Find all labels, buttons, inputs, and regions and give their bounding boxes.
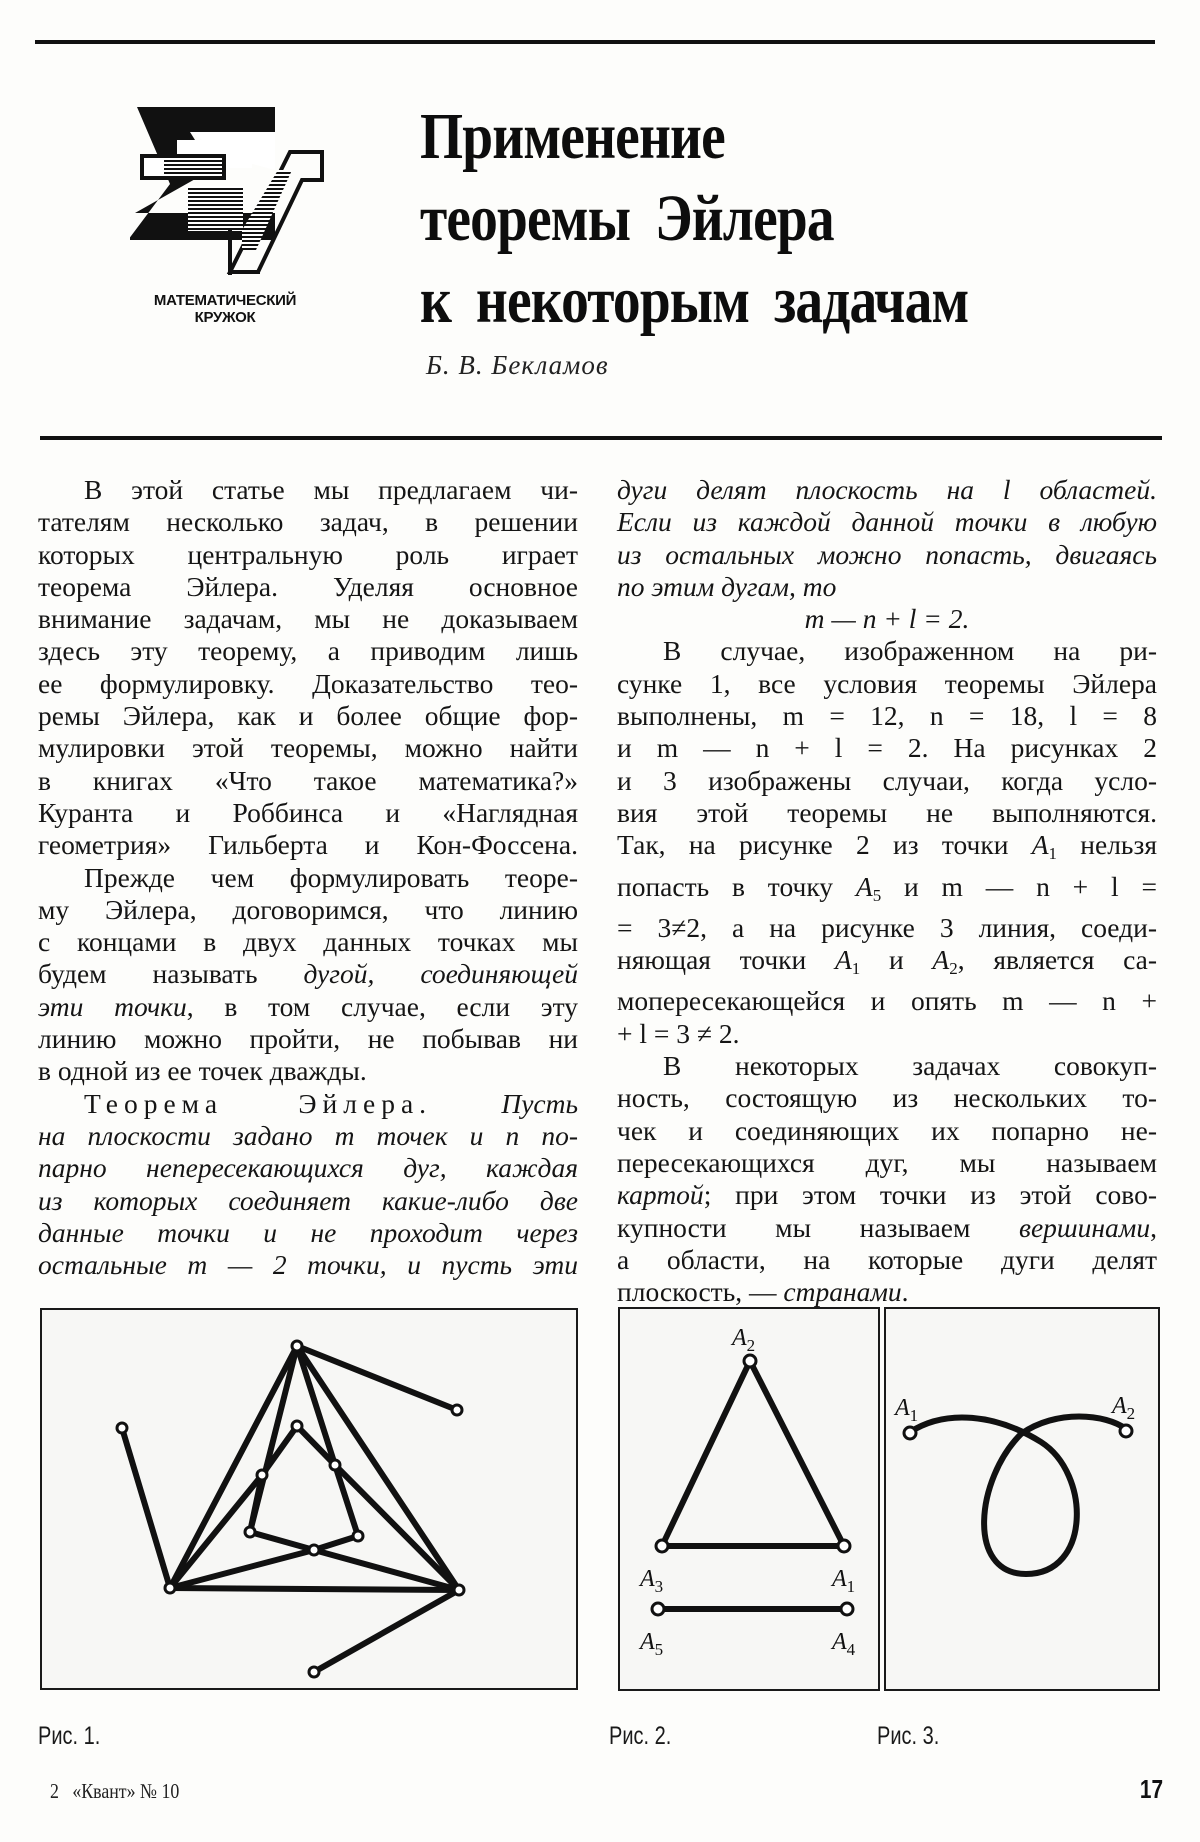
math-var: A — [834, 944, 852, 976]
top-rule — [35, 40, 1155, 44]
text-line — [617, 944, 1157, 985]
left-column — [38, 474, 578, 1281]
text-line: + l = 3 ≠ 2. — [617, 1017, 740, 1049]
label-a2: $A_2$ — [732, 1325, 756, 1355]
text-line: и m — n + l = 2. На рисунках 2 — [617, 732, 1157, 764]
title-line-1: Применение — [420, 100, 725, 173]
text-line — [38, 1088, 578, 1120]
text-run: купности мы называем — [617, 1211, 1020, 1243]
math-subscript: 1 — [851, 959, 861, 979]
text-line — [617, 1276, 1157, 1308]
sigma-root-logo-icon — [130, 100, 330, 280]
text-run: , является са- — [957, 944, 1157, 976]
text-line: линию можно пройти, не побывав ни — [38, 1023, 578, 1055]
math-var: A — [855, 870, 873, 902]
term-vertices: вершинами — [1019, 1211, 1151, 1243]
header-bottom-rule — [40, 436, 1162, 440]
term-points: эти точки — [38, 990, 187, 1022]
text-line: ее формулировку. Доказательство тео- — [38, 667, 578, 699]
planar-graph-diagram — [42, 1310, 576, 1688]
figure-1-planar-graph — [40, 1308, 578, 1690]
figure-2-caption: Рис. 2. — [609, 1722, 672, 1750]
text-line: мопересекающейся и опять m — n + — [617, 985, 1157, 1017]
text-line — [617, 871, 1157, 912]
label-a1: $A_1$ — [832, 1566, 856, 1596]
journal-issue: «Квант» № 10 — [72, 1779, 180, 1803]
math-subscript: 1 — [1048, 844, 1058, 864]
label-a3: $A_3$ — [640, 1566, 664, 1596]
text-line: парно непересекающихся дуг, каждая — [38, 1152, 578, 1184]
figure-1-caption: Рис. 1. — [38, 1722, 101, 1750]
text-run: , — [1150, 1211, 1157, 1243]
example-paragraph — [617, 635, 1157, 1050]
text-line: ремы Эйлера, как и более общие фор- — [38, 700, 578, 732]
text-line: из остальных можно попасть, двигаясь — [617, 538, 1157, 570]
text-line: вия этой теоремы не выполняются. — [617, 796, 1157, 828]
text-line — [617, 1179, 1157, 1211]
text-line: мулировки этой теоремы, можно найти — [38, 732, 578, 764]
text-line — [617, 1212, 1157, 1244]
text-line: на плоскости задано m точек и n по- — [38, 1119, 578, 1151]
math-subscript: 2 — [949, 959, 958, 979]
article-title — [420, 96, 968, 342]
text-line: ность, состоящую из нескольких то- — [617, 1082, 1157, 1114]
text-line: Прежде чем формулировать теоре- — [84, 861, 578, 893]
text-line: в одной из ее точек дважды. — [38, 1055, 367, 1087]
text-line: остальные m — 2 точки, и пусть эти — [38, 1249, 578, 1281]
right-column — [617, 474, 1157, 1308]
title-line-3: к некоторым задачам — [420, 264, 969, 337]
text-line: из которых соединяет какие-либо две — [38, 1184, 578, 1216]
text-line: теорема Эйлера. Уделяя основное — [38, 570, 578, 602]
text-line: по этим дугам, то — [617, 570, 837, 602]
self-intersecting-curve-diagram — [886, 1309, 1158, 1689]
text-run: и m — n + l = — [881, 870, 1157, 902]
text-run: . — [901, 1276, 909, 1308]
title-line-2: теоремы Эйлера — [420, 182, 834, 255]
text-line: Куранта и Роббинса и «Наглядная — [38, 796, 578, 828]
page-number: 17 — [1139, 1774, 1164, 1804]
text-line: и 3 изображены случаи, когда усло- — [617, 764, 1157, 796]
label-a1: $A_1$ — [895, 1395, 919, 1425]
disconnected-graph-diagram — [620, 1309, 878, 1689]
text-line: дуги делят плоскость на l областей. — [617, 474, 1157, 505]
figure-3-caption: Рис. 3. — [877, 1722, 940, 1750]
section-label-line2: КРУЖОК — [194, 309, 256, 326]
text-run: будем называть — [38, 958, 304, 990]
text-run: , в том случае, если эту — [186, 990, 578, 1022]
text-run: Пусть — [501, 1087, 578, 1119]
section-label-line1: МАТЕМАТИЧЕСКИЙ — [153, 292, 297, 309]
text-line: му Эйлера, договоримся, что линию — [38, 893, 578, 925]
math-var: A — [932, 944, 950, 976]
text-run: ; при этом точки из этой сово- — [703, 1179, 1157, 1211]
text-line: здесь эту теорему, а приводим лишь — [38, 635, 578, 667]
footer-journal — [50, 1779, 179, 1804]
text-run: Так, на рисунке 2 из точки — [617, 829, 1032, 861]
text-line — [38, 991, 578, 1023]
text-line: Если из каждой данной точки в любую — [617, 506, 1157, 538]
text-run: няющая точки — [617, 944, 835, 976]
euler-formula: m — n + l = 2. — [804, 603, 970, 635]
text-line: данные точки и не проходит через — [38, 1216, 578, 1248]
intro-paragraph — [38, 474, 578, 862]
text-line: = 3≠2, а на рисунке 3 линия, соеди- — [617, 911, 1157, 943]
term-map: картой — [617, 1179, 704, 1211]
term-arc: дугой, соединяющей — [303, 958, 579, 990]
text-line: внимание задачам, мы не доказываем — [38, 603, 578, 635]
text-run: нельзя — [1057, 829, 1157, 861]
theorem-paragraph — [38, 1088, 578, 1282]
text-line: в книгах «Что такое математика?» — [38, 764, 578, 796]
text-line — [38, 958, 578, 990]
text-line: геометрия» Гильберта и Кон-Фоссена. — [38, 829, 578, 861]
theorem-label: Теорема Эйлера. — [84, 1087, 433, 1119]
text-line: тателям несколько задач, в решении — [38, 506, 578, 538]
term-countries: странами — [783, 1276, 902, 1308]
math-subscript: 5 — [872, 885, 882, 905]
text-line — [617, 829, 1157, 870]
text-line: с концами в двух данных точках мы — [38, 926, 578, 958]
theorem-continuation — [617, 474, 1157, 635]
article-author: Б. В. Бекламов — [426, 350, 609, 380]
text-run: попасть в точку — [617, 870, 856, 902]
figure-2-disconnected-graph — [618, 1307, 880, 1691]
map-definition-paragraph — [617, 1050, 1157, 1308]
label-a5: $A_5$ — [640, 1629, 664, 1659]
math-var: A — [1031, 829, 1049, 861]
printer-signature: 2 — [50, 1779, 59, 1803]
text-line: сунке 1, все условия теоремы Эйлера — [617, 667, 1157, 699]
text-line: В случае, изображенном на ри- — [663, 635, 1157, 667]
text-run: плоскость, — — [617, 1276, 784, 1308]
text-line: чек и соединяющих их попарно не- — [617, 1114, 1157, 1146]
text-line: выполнены, m = 12, n = 18, l = 8 — [617, 700, 1157, 732]
text-line: В этой статье мы предлагаем чи- — [84, 474, 578, 505]
text-line: В некоторых задачах совокуп- — [663, 1050, 1157, 1082]
text-line: а области, на которые дуги делят — [617, 1243, 1157, 1275]
label-a4: $A_4$ — [832, 1629, 856, 1659]
text-line: пересекающихся дуг, мы называем — [617, 1146, 1157, 1178]
text-line: которых центральную роль играет — [38, 538, 578, 570]
figure-3-self-intersecting-curve — [884, 1307, 1160, 1691]
label-a2: $A_2$ — [1112, 1393, 1136, 1423]
text-run: и — [860, 944, 933, 976]
section-label — [120, 292, 330, 326]
definition-paragraph — [38, 862, 578, 1088]
